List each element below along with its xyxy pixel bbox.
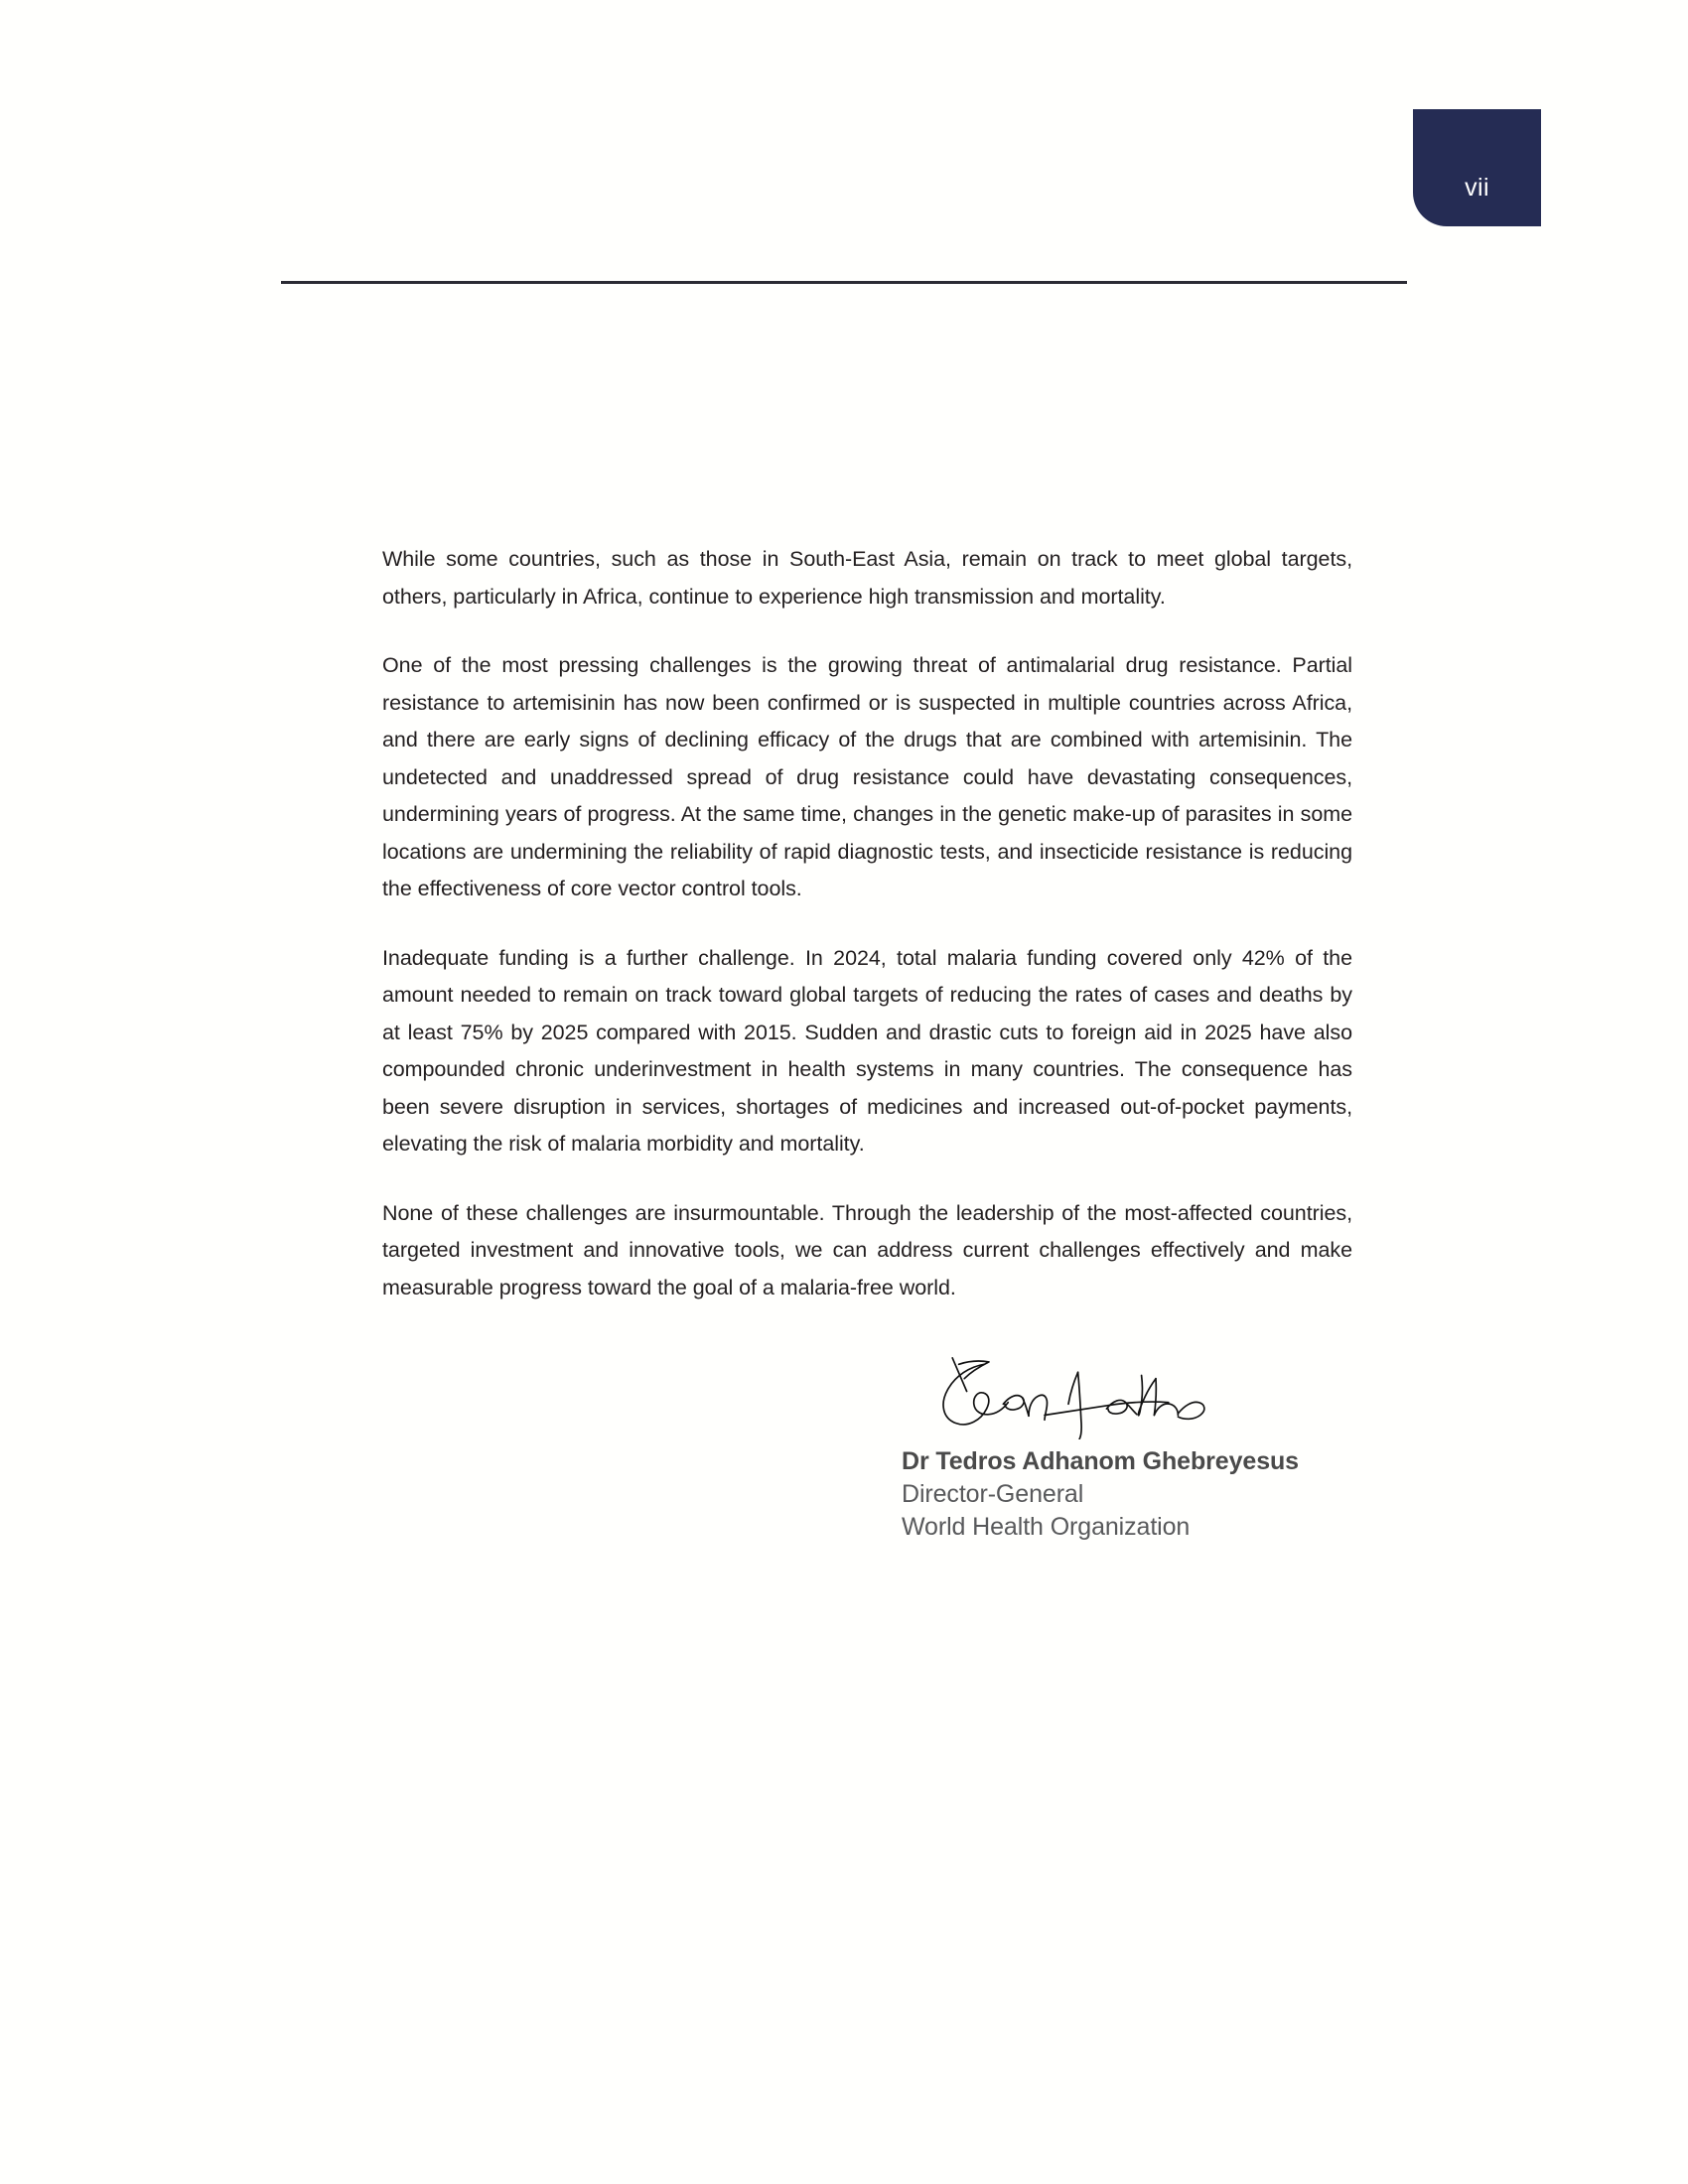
signatory-role: Director-General bbox=[902, 1480, 1084, 1508]
paragraph-1: While some countries, such as those in South-East Asia, remain on track to meet global targets, others, particularly in Africa, continue to experience high transmission and mortality. bbox=[382, 547, 1352, 609]
signatory-organization: World Health Organization bbox=[902, 1513, 1191, 1541]
body-content bbox=[382, 541, 1352, 1306]
signatory-name: Dr Tedros Adhanom Ghebreyesus bbox=[902, 1447, 1299, 1475]
header-divider-rule bbox=[281, 281, 1407, 284]
paragraph-4: None of these challenges are insurmountable. Through the leadership of the most-affected countries, targeted investment and innovative tools, we can address current challenges effectively and make measurable progress toward the goal of a malaria-free world. bbox=[382, 1200, 1352, 1299]
page-number-tab bbox=[1413, 109, 1541, 226]
page-number-label: vii bbox=[1465, 174, 1489, 202]
handwritten-signature-icon bbox=[902, 1335, 1219, 1439]
paragraph-3: Inadequate funding is a further challenge. In 2024, total malaria funding covered only 42% of the amount needed to remain on track toward global targets of reducing the rates of cases and deaths by at least 75% by 2025 compared with 2015. Sudden and drastic cuts to foreign aid in 2025 have also compounded chronic underinvestment in health systems in many countries. The consequence has been severe disruption in services, shortages of medicines and increased out-of-pocket payments, elevating the risk of malaria morbidity and mortality. bbox=[382, 945, 1352, 1156]
signature-block bbox=[902, 1335, 1418, 1544]
paragraph-2: One of the most pressing challenges is the growing threat of antimalarial drug resistance. Partial resistance to artemisinin has now been confirmed or is suspected in multiple countries across Africa, and there are early signs of declining efficacy of the drugs that are combined with artemisinin. The undetected and unaddressed spread of drug resistance could have devastating consequences, undermining years of progress. At the same time, changes in the genetic make-up of parasites in some locations are undermining the reliability of rapid diagnostic tests, and insecticide resistance is reducing the effectiveness of core vector control tools. bbox=[382, 653, 1352, 900]
